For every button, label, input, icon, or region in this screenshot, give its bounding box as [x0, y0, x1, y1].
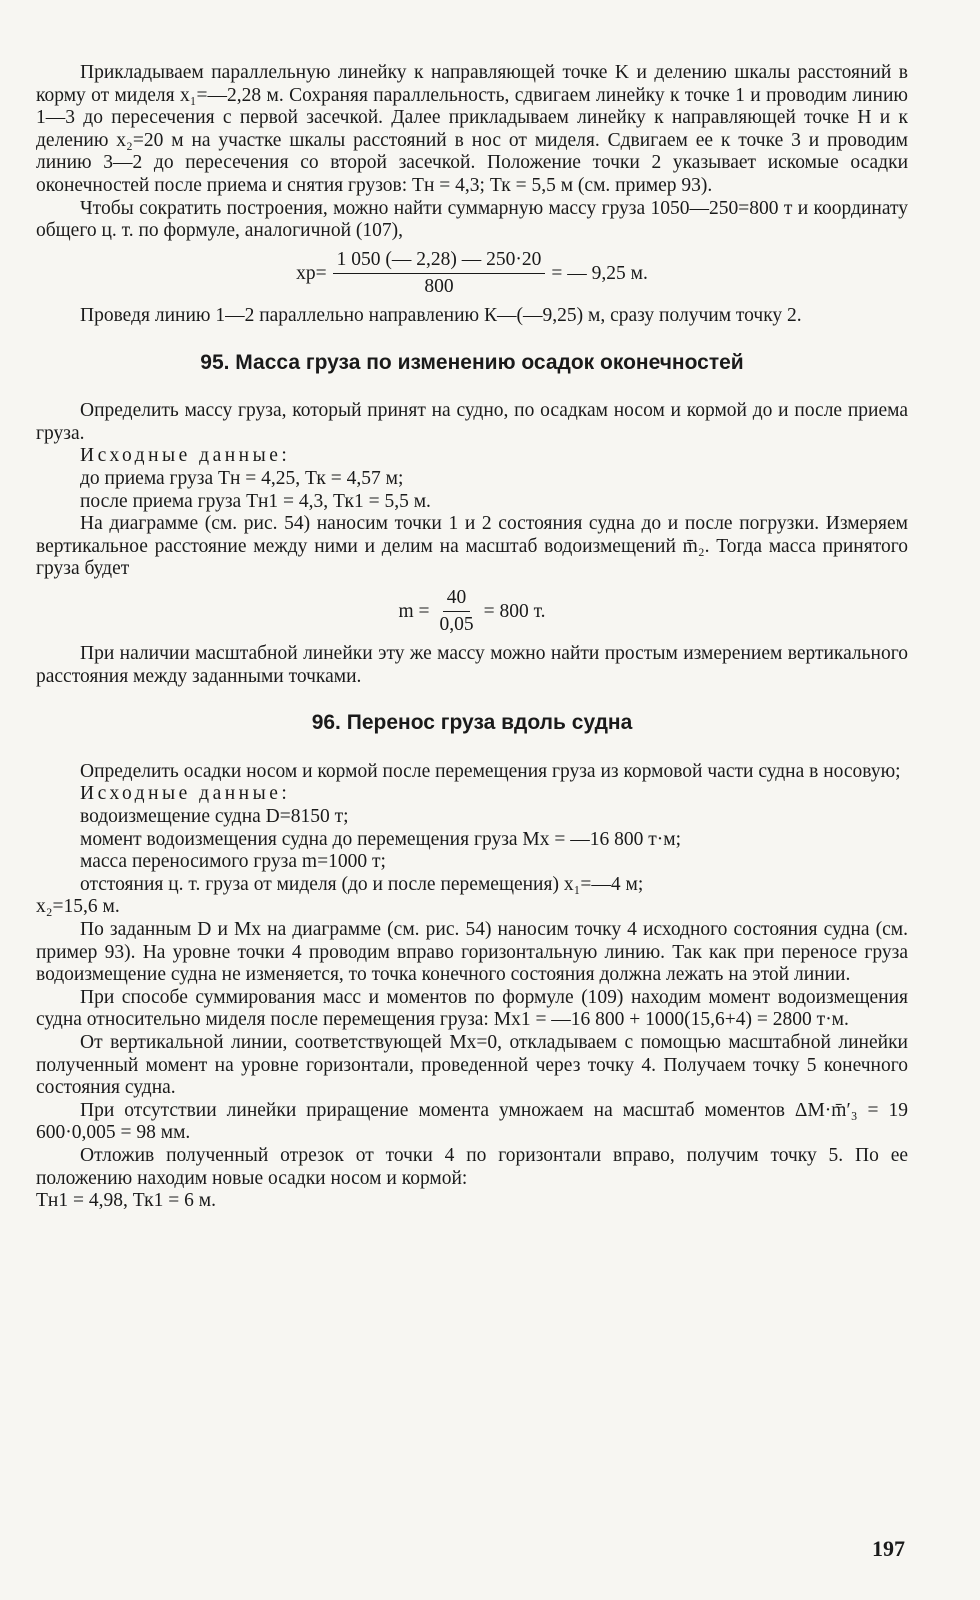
paragraph: При способе суммирования масс и моментов по формуле (109) находим момент водоизмещения судна относительно миделя после перемещения груза: Mx1 = —16 800 + 1000(15,6+4) = 2800 т·м.: [36, 986, 908, 1031]
paragraph: Прикладываем параллельную линейку к направляющей точке K и делению шкалы расстояний в корму от миделя x₁=—2,28 м. Сохраняя параллельность, сдвигаем линейку к точке 1 и проводим линию 1—3 до пересечения с первой засечкой. Далее прикладываем линейку к направляющей точке H и к делению x₂=20 м на участке шкалы расстояний в нос от миделя. Сдвигаем ее к точке 3 и проводим линию 3—2 до пересечения со второй засечкой. Положение точки 2 указывает искомые осадки оконечностей после приема и снятия грузов: Тн = 4,3; Тк = 5,5 м (см. пример 93).: [36, 62, 908, 196]
paragraph: Определить массу груза, который принят на судно, по осадкам носом и кормой до и после приема груза.: [36, 400, 908, 444]
result-line: Тн1 = 4,98, Тк1 = 6 м.: [36, 1190, 216, 1212]
paragraph: При наличии масштабной линейки эту же массу можно найти простым измерением вертикального расстояния между заданными точками.: [36, 643, 908, 687]
paragraph: Проведя линию 1—2 параллельно направлению К—(—9,25) м, сразу получим точку 2.: [80, 304, 802, 326]
paragraph: Чтобы сократить построения, можно найти суммарную массу груза 1050—250=800 т и координату общего ц. т. по формуле, аналогичной (107),: [36, 197, 908, 242]
formula-rhs: = 800 т.: [483, 600, 546, 622]
fraction: [333, 249, 546, 299]
paragraph: На диаграмме (см. рис. 54) наносим точки 1 и 2 состояния судна до и после погрузки. Измеряем вертикальное расстояние между ними и делим на масштаб водоизмещений m̄₂. Тогда масса принятого груза будет: [36, 513, 908, 580]
formula-lhs: xp=: [296, 262, 327, 284]
paragraph: Определить осадки носом и кормой после перемещения груза из кормовой части судна в носовую;: [80, 760, 901, 782]
paragraph: При отсутствии линейки приращение момента умножаем на масштаб моментов ΔM·m̄′₃ = 19 600·0,005 = 98 мм.: [36, 1099, 908, 1144]
text-column: [36, 62, 908, 1213]
data-line: момент водоизмещения судна до перемещения груза Mx = —16 800 т·м;: [80, 828, 682, 850]
data-line: x₂=15,6 м.: [36, 896, 120, 918]
given-data-label: Исходные данные:: [80, 783, 291, 805]
fraction: [435, 587, 477, 637]
denominator: 0,05: [439, 614, 474, 636]
paragraph: По заданным D и Mx на диаграмме (см. рис. 54) наносим точку 4 исходного состояния судна (см. пример 93). На уровне точки 4 проводим вправо горизонтальную линию. Так как при переносе груза водоизмещение судна не изменяется, то точка конечного состояния должна лежать на этой линии.: [36, 919, 908, 986]
section-heading-96: 96. Перенос груза вдоль судна: [311, 711, 633, 735]
formula-xp: [36, 249, 908, 299]
data-line: до приема груза Тн = 4,25, Тк = 4,57 м;: [80, 467, 404, 489]
formula-lhs: m =: [398, 600, 430, 622]
data-line: водоизмещение судна D=8150 т;: [80, 806, 349, 828]
numerator: 40: [443, 587, 471, 613]
numerator: 1 050 (— 2,28) — 250·20: [333, 249, 546, 275]
data-line: масса переносимого груза m=1000 т;: [80, 851, 386, 873]
given-data-label: Исходные данные:: [80, 445, 291, 467]
data-line: отстояния ц. т. груза от миделя (до и после перемещения) x₁=—4 м;: [80, 873, 644, 895]
formula-mass: [36, 587, 908, 637]
paragraph: Отложив полученный отрезок от точки 4 по горизонтали вправо, получим точку 5. По ее положению находим новые осадки носом и кормой:: [36, 1144, 908, 1189]
paragraph: От вертикальной линии, соответствующей Mx=0, откладываем с помощью масштабной линейки полученный момент на уровне горизонтали, проведенной через точку 4. Получаем точку 5 конечного состояния судна.: [36, 1031, 908, 1099]
page-number: 197: [872, 1536, 905, 1561]
data-line: после приема груза Тн1 = 4,3, Тк1 = 5,5 м.: [80, 490, 431, 512]
denominator: 800: [424, 276, 454, 298]
section-heading-95: 95. Масса груза по изменению осадок оконечностей: [200, 350, 744, 374]
formula-rhs: = — 9,25 м.: [551, 262, 648, 284]
